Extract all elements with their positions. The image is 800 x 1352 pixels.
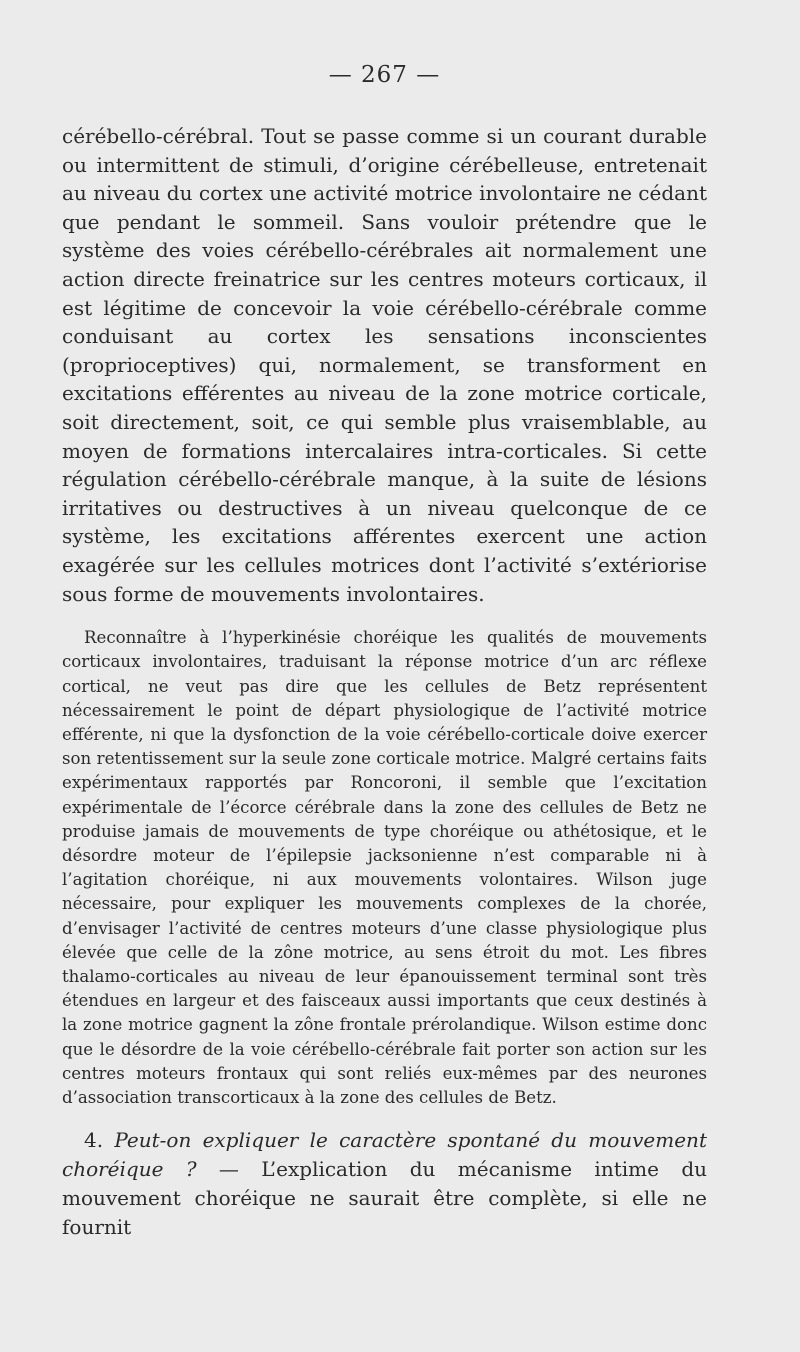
page-number: — 267 —: [328, 62, 441, 88]
body-paragraph-2-small-print: Reconnaître à l’hyperkinésie choréique les qualités de mouvements corticaux involontaires, traduisant la réponse motrice d’un arc réflexe cortical, ne veut pas dire que les cellules de Betz représentent nécessairement le point de départ physiologique de l’activité motrice efférente, ni que la dysfonction de la voie cérébello-corticale doive exercer son retentissement sur la seule zone corticale motrice. Malgré certains faits expérimentaux rapportés par Roncoroni, il semble que l’excitation expérimentale de l’écorce cérébrale dans la zone des cellules de Betz ne produise jamais de mouvements de type choréique ou athétosique, et le désordre moteur de l’épilepsie jacksonienne n’est comparable ni à l’agitation choréique, ni aux mouvements volontaires. Wilson juge nécessaire, pour expliquer les mouvements complexes de la chorée, d’envisager l’activité de centres moteurs d’une classe physiologique plus élevée que celle de la zône motrice, au sens étroit du mot. Les fibres thalamo-corticales au niveau de leur épanouissement terminal sont très étendues en largeur et des faisceaux aussi importants que ceux destinés à la zone motrice gagnent la zône frontale prérolandique. Wilson estime donc que le désordre de la voie cérébello-cérébrale fait porter son action sur les centres moteurs frontaux qui sont reliés eux-mêmes par des neurones d’association transcorticaux à la zone des cellules de Betz.: [62, 628, 707, 1107]
body-paragraph-3: [62, 1126, 707, 1242]
section-number: 4.: [84, 1128, 115, 1153]
section-text: — L’explication du mécanisme intime du mouvement choréique ne saurait être complète, si elle ne fournit: [62, 1157, 708, 1240]
body-paragraph-1: cérébello-cérébral. Tout se passe comme si un courant durable ou intermittent de stimuli, d’origine cérébelleuse, entretenait au niveau du cortex une activité motrice involontaire ne cédant que pendant le sommeil. Sans vouloir prétendre que le système des voies cérébello-cérébrales ait normalement une action directe freinatrice sur les centres moteurs corticaux, il est légitime de concevoir la voie cérébello-cérébrale comme conduisant au cortex les sensations inconscientes (proprioceptives) qui, normalement, se transforment en excitations efférentes au niveau de la zone motrice corticale, soit directement, soit, ce qui semble plus vraisemblable, au moyen de formations intercalaires intra-corticales. Si cette régulation cérébello-cérébrale manque, à la suite de lésions irritatives ou destructives à un niveau quelconque de ce système, les excitations afférentes exercent une action exagérée sur les cellules motrices dont l’activité s’extériorise sous forme de mouvements involontaires.: [62, 124, 707, 606]
section-heading-italic: Peut-on expliquer le caractère spontané du mouvement choréique ?: [62, 1128, 707, 1182]
document-page: [62, 62, 707, 1242]
